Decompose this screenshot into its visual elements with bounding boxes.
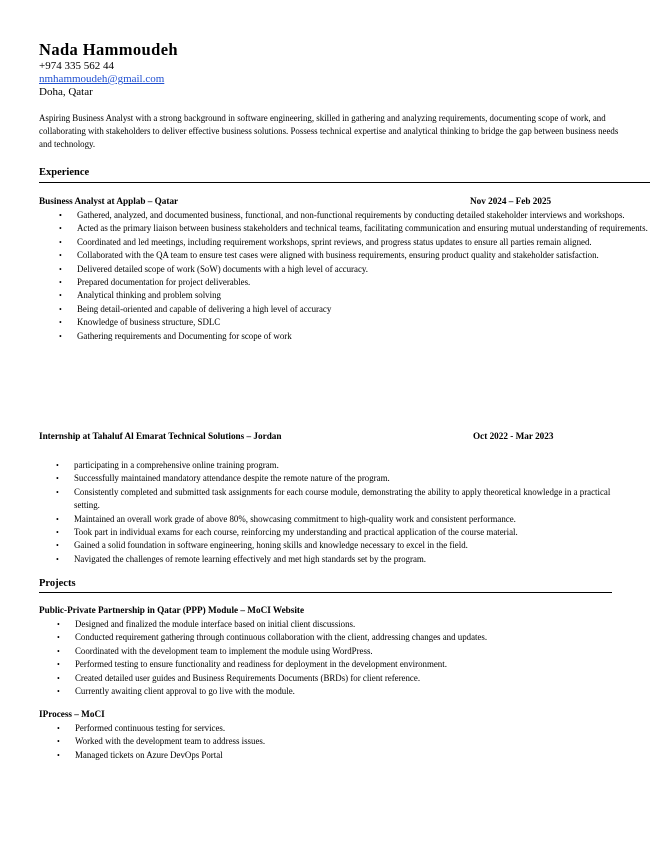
list-item: • Delivered detailed scope of work (SoW) documents with a high level of accuracy. (59, 263, 649, 276)
list-item: • participating in a comprehensive online training program. (56, 459, 628, 472)
list-item: • Consistently completed and submitted task assignments for each course module, demonstrating the ability to apply theoretical knowledge in a practical setting. (56, 486, 628, 513)
summary-paragraph: Aspiring Business Analyst with a strong background in software engineering, skilled in gathering and analyzing requirements, documenting scope of work, and collaborating with stakeholders to deliver effective business solutions. Possess technical expertise and analytical thinking to bridge the gap between business needs and technology. (39, 113, 619, 149)
experience-divider (39, 182, 650, 183)
job-dates: Nov 2024 – Feb 2025 (470, 196, 552, 206)
project-bullets (57, 722, 632, 762)
list-item: • Acted as the primary liaison between business stakeholders and technical teams, facilitating communication and ensuring mutual understanding of requirements. (59, 222, 649, 235)
job-dates: Oct 2022 - Mar 2023 (473, 431, 554, 441)
job-bullets (56, 459, 628, 566)
project-title: IProcess – MoCI (39, 709, 105, 719)
list-item: • Conducted requirement gathering through continuous collaboration with the client, addressing changes and updates. (57, 631, 632, 644)
job-title: Business Analyst at Applab – Qatar (39, 196, 179, 206)
list-item: • Successfully maintained mandatory attendance despite the remote nature of the program. (56, 472, 628, 485)
list-item: • Collaborated with the QA team to ensure test cases were aligned with business requirements, ensuring product quality and stakeholder satisfaction. (59, 249, 649, 262)
projects-divider (39, 592, 612, 593)
list-item: • Designed and finalized the module interface based on initial client discussions. (57, 618, 632, 631)
list-item: • Took part in individual exams for each course, reinforcing my understanding and practical application of the course material. (56, 526, 628, 539)
list-item: • Maintained an overall work grade of above 80%, showcasing commitment to high-quality work and consistent performance. (56, 513, 628, 526)
location: Doha, Qatar (39, 86, 93, 98)
project-title: Public-Private Partnership in Qatar (PPP) Module – MoCI Website (39, 605, 305, 615)
list-item: • Gathering requirements and Documenting for scope of work (59, 330, 649, 343)
list-item: • Currently awaiting client approval to go live with the module. (57, 685, 632, 698)
list-item: • Performed continuous testing for services. (57, 722, 632, 735)
list-item: • Worked with the development team to address issues. (57, 735, 632, 748)
experience-heading: Experience (39, 167, 90, 178)
list-item: • Gathered, analyzed, and documented business, functional, and non-functional requirements by conducting detailed stakeholder interviews and workshops. (59, 209, 649, 222)
list-item: • Prepared documentation for project deliverables. (59, 276, 649, 289)
list-item: • Coordinated and led meetings, including requirement workshops, sprint reviews, and progress status updates to ensure all parties remain aligned. (59, 236, 649, 249)
list-item: • Being detail-oriented and capable of delivering a high level of accuracy (59, 303, 649, 316)
phone-number: +974 335 562 44 (39, 60, 114, 72)
list-item: • Coordinated with the development team to implement the module using WordPress. (57, 645, 632, 658)
list-item: • Created detailed user guides and Business Requirements Documents (BRDs) for client reference. (57, 672, 632, 685)
list-item: • Knowledge of business structure, SDLC (59, 316, 649, 329)
list-item: • Analytical thinking and problem solving (59, 289, 649, 302)
projects-heading: Projects (39, 578, 76, 589)
list-item: • Gained a solid foundation in software engineering, honing skills and knowledge necessary to excel in the field. (56, 539, 628, 552)
list-item: • Managed tickets on Azure DevOps Portal (57, 749, 632, 762)
list-item: • Performed testing to ensure functionality and readiness for deployment in the development environment. (57, 658, 632, 671)
project-bullets (57, 618, 632, 698)
job-bullets (59, 209, 649, 343)
job-title: Internship at Tahaluf Al Emarat Technical Solutions – Jordan (39, 431, 282, 441)
list-item: • Navigated the challenges of remote learning effectively and met high standards set by the program. (56, 553, 628, 566)
candidate-name: Nada Hammoudeh (39, 40, 178, 59)
email-link[interactable]: nmhammoudeh@gmail.com (39, 73, 165, 85)
